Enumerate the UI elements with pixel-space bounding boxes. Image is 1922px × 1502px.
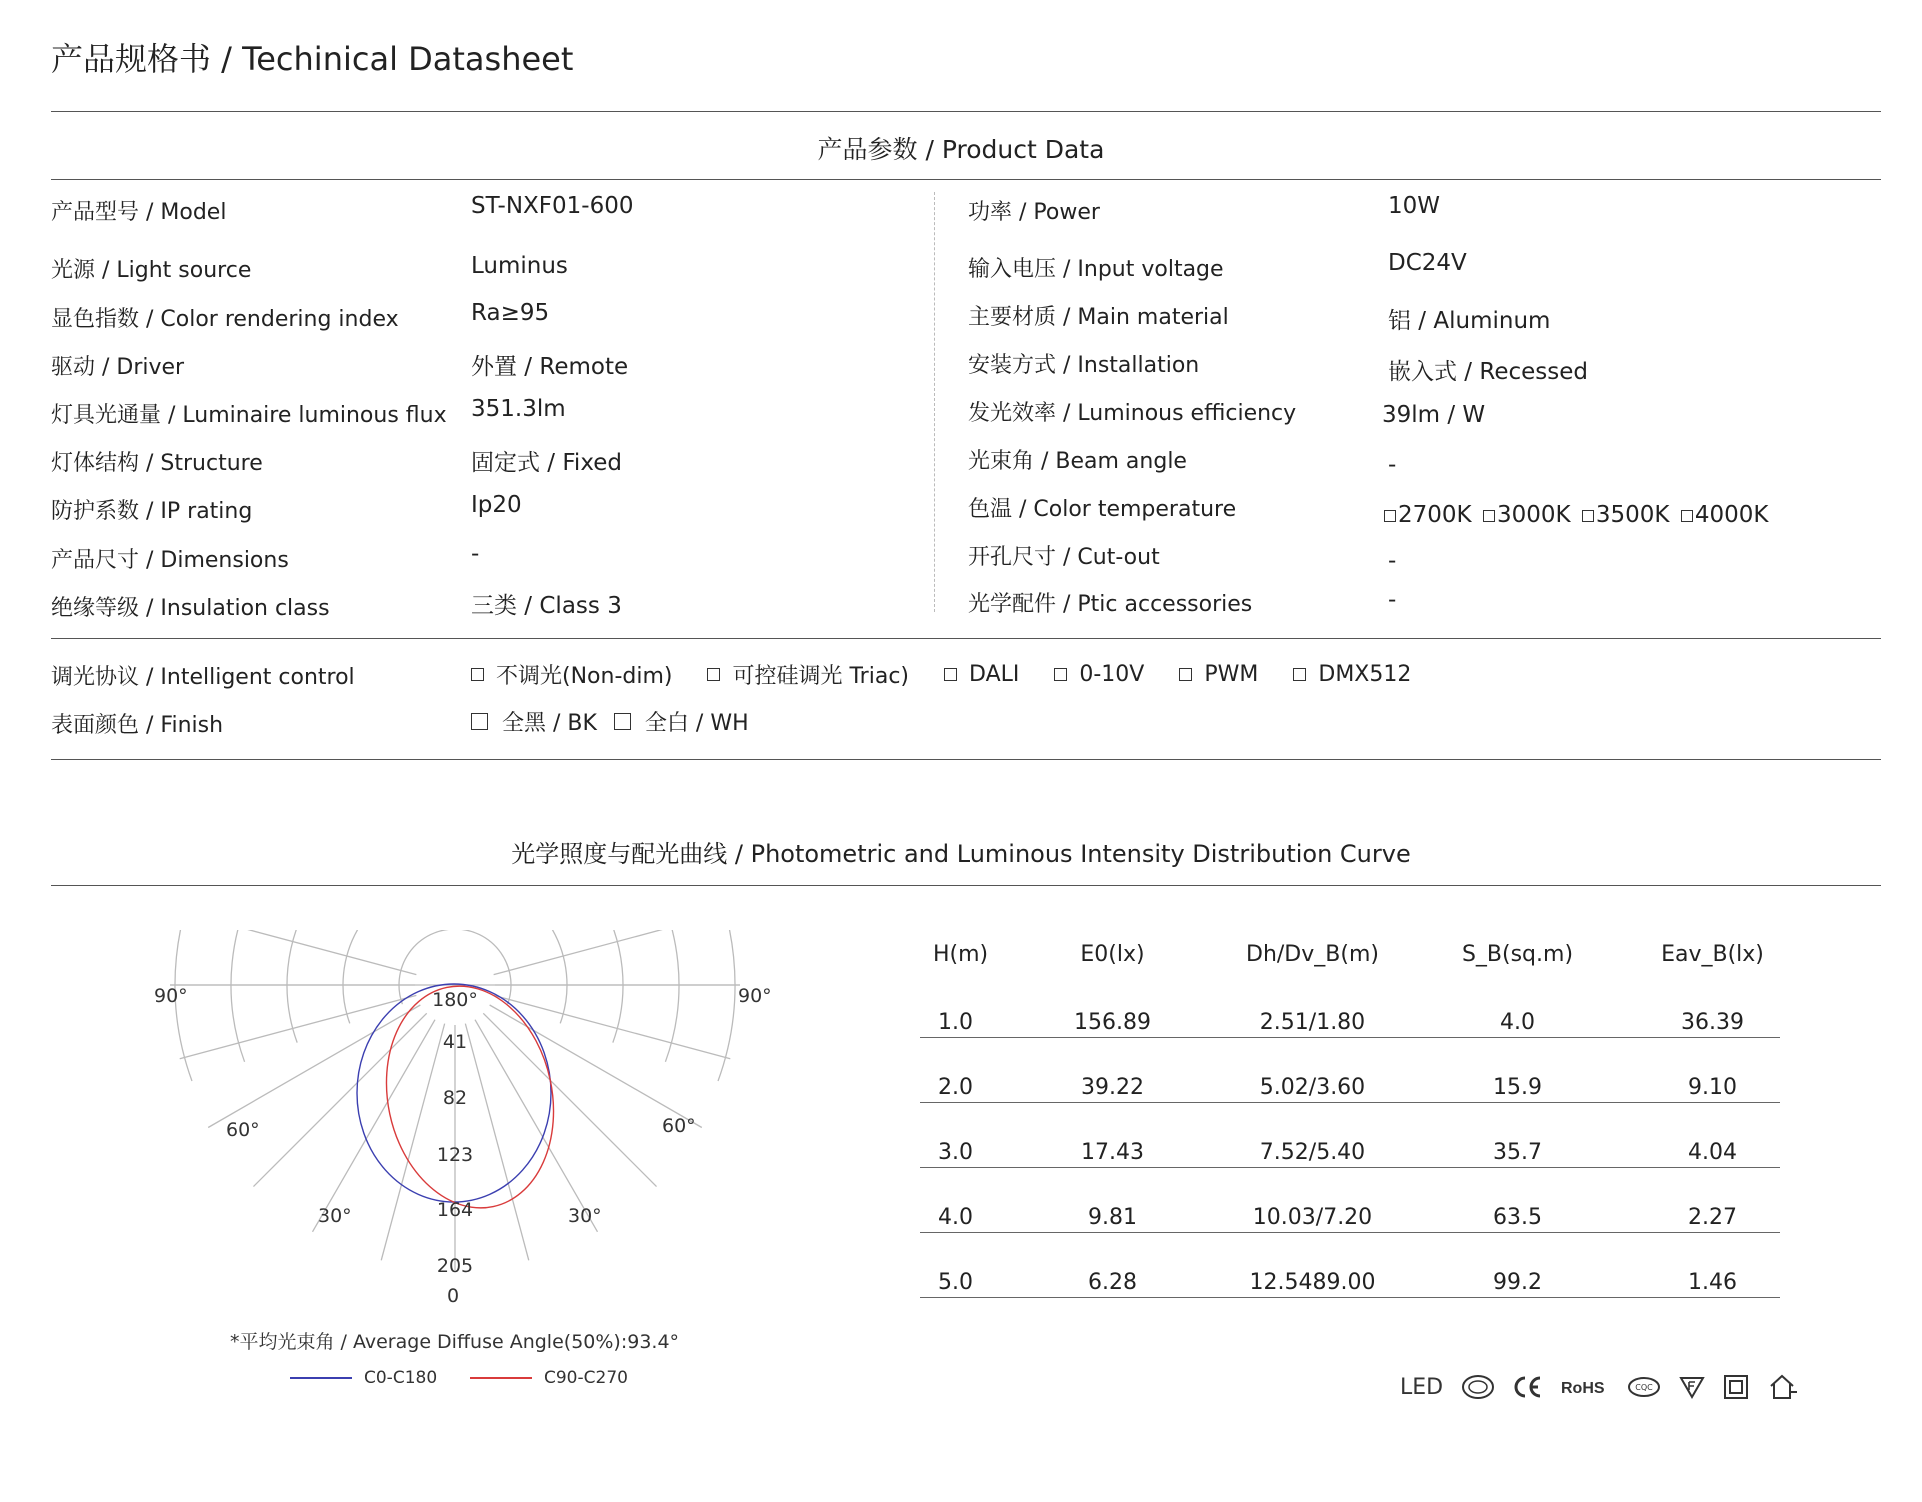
- svg-text:RoHS: RoHS: [1561, 1380, 1605, 1397]
- divider: [51, 179, 1881, 180]
- spec-label-structure: 灯体结构 / Structure: [51, 451, 263, 476]
- cqc-mark-icon: [1627, 1376, 1661, 1398]
- column-header: E0(lx): [1080, 941, 1145, 967]
- spec-value-luminous-efficiency: 39lm / W: [1382, 402, 1486, 428]
- spec-label-input-voltage: 输入电压 / Input voltage: [968, 257, 1224, 282]
- spec-label-main-material: 主要材质 / Main material: [968, 305, 1229, 330]
- control-option-0-10v[interactable]: 0-10V: [1054, 662, 1144, 687]
- spec-value-beam-angle: -: [1388, 452, 1397, 478]
- table-row: [920, 1233, 1780, 1298]
- table-cell: 3.0: [920, 1103, 990, 1168]
- table-cell: 5.02/3.60: [1235, 1038, 1390, 1103]
- spec-label-color-temperature: 色温 / Color temperature: [968, 497, 1237, 522]
- checkbox-4000k[interactable]: [1681, 510, 1693, 522]
- polar-spoke: [180, 930, 417, 975]
- table-cell: 9.81: [990, 1168, 1235, 1233]
- spec-value-dimensions: -: [471, 541, 480, 567]
- legend-line-blue: [290, 1377, 352, 1379]
- spec-value-optic-accessories: -: [1388, 587, 1397, 613]
- spec-label-model: 产品型号 / Model: [51, 200, 227, 225]
- ccc-mark-icon: [1461, 1374, 1495, 1400]
- table-header-row: [920, 935, 1780, 973]
- polar-spoke: [494, 930, 731, 975]
- table-cell: 5.0: [920, 1233, 990, 1298]
- spec-value-installation: 嵌入式 / Recessed: [1388, 359, 1588, 385]
- ring-label-164: 164: [436, 1199, 474, 1221]
- angle-label-30-left: 30°: [318, 1205, 352, 1227]
- table-cell: 4.0: [920, 1168, 990, 1233]
- spec-value-insulation: 三类 / Class 3: [471, 593, 622, 619]
- table-cell: 36.39: [1645, 973, 1780, 1038]
- divider: [51, 885, 1881, 886]
- checkbox[interactable]: [471, 668, 484, 681]
- table-cell: 17.43: [990, 1103, 1235, 1168]
- spec-label-luminous-flux: 灯具光通量 / Luminaire luminous flux: [51, 403, 447, 428]
- indoor-use-icon: [1767, 1372, 1797, 1402]
- spec-value-cut-out: -: [1388, 548, 1397, 574]
- divider: [51, 111, 1881, 112]
- spec-value-structure: 固定式 / Fixed: [471, 450, 622, 476]
- table-cell: 2.51/1.80: [1235, 973, 1390, 1038]
- spec-value-light-source: Luminus: [471, 253, 568, 279]
- spec-label-ip-rating: 防护系数 / IP rating: [51, 499, 253, 524]
- spec-label-optic-accessories: 光学配件 / Ptic accessories: [968, 592, 1253, 617]
- angle-label-0: 0: [446, 1285, 460, 1307]
- table-cell: 63.5: [1390, 1168, 1645, 1233]
- rohs-mark-icon: [1561, 1377, 1609, 1397]
- checkbox[interactable]: [944, 668, 957, 681]
- control-option-dmx512[interactable]: DMX512: [1293, 662, 1411, 687]
- angle-label-60-left: 60°: [226, 1119, 260, 1141]
- angle-label-60-right: 60°: [662, 1115, 696, 1137]
- table-row: [920, 1038, 1780, 1103]
- table-cell: 156.89: [990, 973, 1235, 1038]
- angle-label-90-left: 90°: [154, 985, 188, 1007]
- spec-value-input-voltage: DC24V: [1388, 250, 1467, 276]
- table-cell: 7.52/5.40: [1235, 1103, 1390, 1168]
- control-option-triac[interactable]: 可控硅调光 Triac): [707, 659, 909, 690]
- angle-label-90-right: 90°: [738, 985, 772, 1007]
- legend-c0-c180: C0-C180: [290, 1368, 437, 1388]
- divider: [51, 638, 1881, 639]
- option-3000k: 3000K: [1496, 502, 1571, 528]
- spec-value-model: ST-NXF01-600: [471, 193, 634, 219]
- document-title: 产品规格书 / Techinical Datasheet: [51, 40, 574, 78]
- certification-marks: [1400, 1372, 1797, 1402]
- column-divider: [934, 192, 935, 612]
- spec-value-power: 10W: [1388, 193, 1441, 219]
- column-header: H(m): [933, 941, 989, 967]
- spec-label-beam-angle: 光束角 / Beam angle: [968, 449, 1187, 474]
- table-cell: 15.9: [1390, 1038, 1645, 1103]
- checkbox-3500k[interactable]: [1582, 510, 1594, 522]
- polar-spoke: [253, 1013, 426, 1186]
- table-cell: 10.03/7.20: [1235, 1168, 1390, 1233]
- double-insulation-icon: [1723, 1374, 1749, 1400]
- spec-value-driver: 外置 / Remote: [471, 354, 629, 380]
- angle-label-30-right: 30°: [568, 1205, 602, 1227]
- checkbox[interactable]: [471, 713, 488, 730]
- table-cell: 1.46: [1645, 1233, 1780, 1298]
- spec-label-dimensions: 产品尺寸 / Dimensions: [51, 548, 289, 573]
- spec-label-power: 功率 / Power: [968, 200, 1100, 225]
- spec-value-luminous-flux: 351.3lm: [471, 396, 566, 422]
- table-cell: 9.10: [1645, 1038, 1780, 1103]
- table-cell: 12.5489.00: [1235, 1233, 1390, 1298]
- ring-label-82: 82: [442, 1087, 468, 1109]
- table-cell: 2.27: [1645, 1168, 1780, 1233]
- checkbox[interactable]: [1293, 668, 1306, 681]
- option-3500k: 3500K: [1595, 502, 1670, 528]
- table-cell: 35.7: [1390, 1103, 1645, 1168]
- table-cell: 1.0: [920, 973, 990, 1038]
- table-cell: 39.22: [990, 1038, 1235, 1103]
- photometric-title: 光学照度与配光曲线 / Photometric and Luminous Intensity Distribution Curve: [511, 840, 1411, 868]
- spec-label-insulation: 绝缘等级 / Insulation class: [51, 596, 330, 621]
- finish-label: 表面颜色 / Finish: [51, 713, 224, 738]
- checkbox[interactable]: [1054, 668, 1067, 681]
- ring-label-123: 123: [436, 1144, 474, 1166]
- legend-c90-c270: C90-C270: [470, 1368, 628, 1388]
- ring-label-41: 41: [442, 1031, 468, 1053]
- table-cell: 2.0: [920, 1038, 990, 1103]
- checkbox[interactable]: [614, 713, 631, 730]
- ce-mark-icon: [1513, 1375, 1543, 1399]
- led-label: LED: [1400, 1374, 1444, 1400]
- option-4000k: 4000K: [1694, 502, 1769, 528]
- svg-text:CQC: CQC: [1635, 1383, 1653, 1392]
- spec-label-cri: 显色指数 / Color rendering index: [51, 307, 399, 332]
- column-header: Eav_B(lx): [1661, 941, 1764, 967]
- table-row: [920, 1168, 1780, 1233]
- spec-label-installation: 安装方式 / Installation: [968, 353, 1200, 378]
- spec-label-driver: 驱动 / Driver: [51, 355, 185, 380]
- spec-value-cri: Ra≥95: [471, 300, 550, 326]
- spec-label-luminous-efficiency: 发光效率 / Luminous efficiency: [968, 401, 1297, 426]
- checkbox[interactable]: [1179, 668, 1192, 681]
- finish-option-white[interactable]: 全白 / WH: [614, 706, 749, 737]
- control-option-pwm[interactable]: PWM: [1179, 662, 1258, 687]
- checkbox[interactable]: [707, 668, 720, 681]
- table-row: [920, 1103, 1780, 1168]
- divider: [51, 759, 1881, 760]
- average-diffuse-angle-note: *平均光束角 / Average Diffuse Angle(50%):93.4°: [230, 1331, 680, 1353]
- polar-spoke: [483, 1013, 656, 1186]
- finish-options: [471, 706, 777, 737]
- product-data-title: 产品参数 / Product Data: [817, 135, 1105, 164]
- table-cell: 6.28: [990, 1233, 1235, 1298]
- spec-value-ip-rating: Ip20: [471, 492, 522, 518]
- column-header: Dh/Dv_B(m): [1246, 941, 1379, 967]
- ring-label-205: 205: [436, 1255, 474, 1277]
- control-option-dali[interactable]: DALI: [944, 662, 1019, 687]
- spec-label-light-source: 光源 / Light source: [51, 258, 252, 283]
- illuminance-table: [920, 935, 1780, 1298]
- legend-line-red: [470, 1377, 532, 1379]
- angle-label-180: 180°: [432, 989, 478, 1011]
- f-safety-mark-icon: [1679, 1375, 1705, 1399]
- color-temperature-options: [1380, 502, 1768, 528]
- control-options: [471, 659, 1439, 690]
- column-header: S_B(sq.m): [1461, 941, 1574, 967]
- checkbox-2700k[interactable]: [1384, 510, 1396, 522]
- table-cell: 4.04: [1645, 1103, 1780, 1168]
- finish-option-black[interactable]: 全黑 / BK: [471, 706, 597, 737]
- table-cell: 4.0: [1390, 973, 1645, 1038]
- table-row: [920, 973, 1780, 1038]
- control-label: 调光协议 / Intelligent control: [51, 665, 355, 690]
- option-2700k: 2700K: [1398, 502, 1472, 528]
- table-cell: 99.2: [1390, 1233, 1645, 1298]
- checkbox-3000k[interactable]: [1483, 510, 1495, 522]
- control-option-non-dim[interactable]: 不调光(Non-dim): [471, 659, 672, 690]
- polar-distribution-diagram: [120, 930, 780, 1310]
- spec-value-main-material: 铝 / Aluminum: [1388, 308, 1551, 334]
- spec-label-cut-out: 开孔尺寸 / Cut-out: [968, 545, 1160, 570]
